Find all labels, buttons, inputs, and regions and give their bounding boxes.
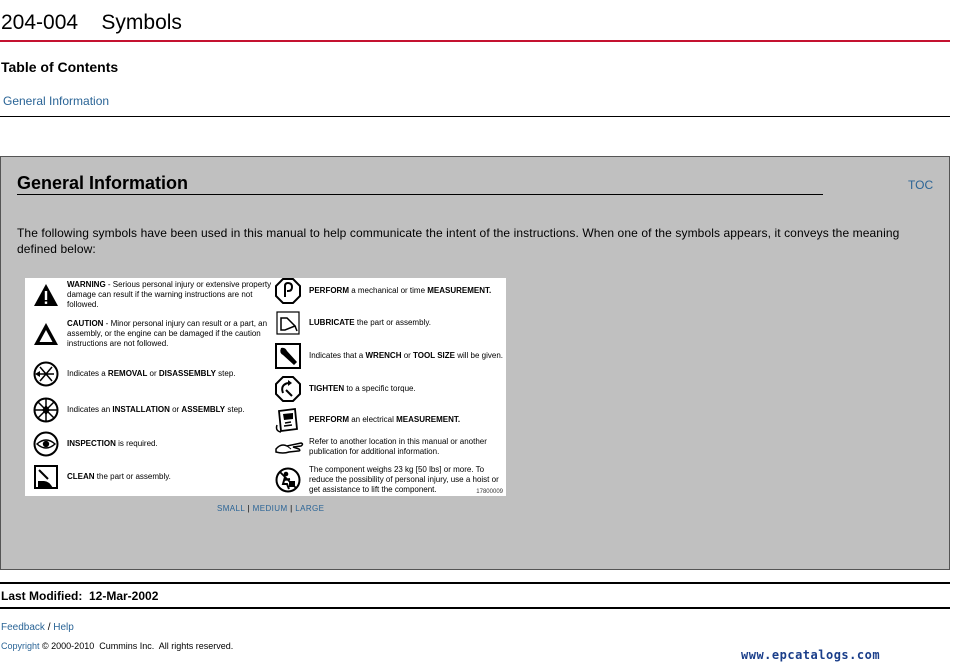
heavy-lift-icon bbox=[275, 467, 301, 493]
toc-link-general-information[interactable]: General Information bbox=[3, 94, 110, 108]
symbol-tighten bbox=[275, 376, 506, 402]
symbol-tighten-text: TIGHTEN to a specific torque. bbox=[309, 384, 416, 393]
link-separator: / bbox=[44, 622, 54, 633]
symbol-clean bbox=[33, 464, 273, 490]
caution-triangle-icon bbox=[33, 321, 59, 347]
symbol-reference-text: Refer to another location in this manual or another publication for additional information. bbox=[309, 437, 487, 456]
warning-triangle-icon bbox=[33, 282, 59, 308]
symbol-inspection bbox=[33, 431, 273, 457]
symbol-wrench bbox=[275, 343, 506, 369]
page-title: 204-004 Symbols bbox=[1, 11, 182, 34]
symbol-caution-text: CAUTION - Minor personal injury can result or a part, an assembly, or the engine can be damaged if the caution instructions are not followed. bbox=[67, 319, 268, 348]
symbol-removal bbox=[33, 361, 273, 387]
wrench-icon bbox=[275, 343, 301, 369]
symbol-installation-text: Indicates an INSTALLATION or ASSEMBLY step. bbox=[67, 405, 245, 414]
lubricate-oilcan-icon bbox=[275, 310, 301, 336]
symbol-inspection-text: INSPECTION is required. bbox=[67, 439, 158, 448]
symbol-heavy bbox=[275, 465, 506, 495]
symbol-caution bbox=[33, 319, 273, 349]
help-link[interactable]: Help bbox=[53, 622, 74, 633]
last-modified-date: 12-Mar-2002 bbox=[89, 589, 159, 603]
clean-icon bbox=[33, 464, 59, 490]
section-title: General Information bbox=[17, 174, 823, 195]
removal-icon bbox=[33, 361, 59, 387]
symbol-heavy-text: The component weighs 23 kg [50 lbs] or more. To reduce the possibility of personal injury, use a hoist or get assistance to lift the component. bbox=[309, 465, 499, 494]
symbol-removal-text: Indicates a REMOVAL or DISASSEMBLY step. bbox=[67, 369, 236, 378]
symbol-measurement bbox=[275, 278, 506, 304]
installation-icon bbox=[33, 397, 59, 423]
copyright bbox=[1, 641, 233, 652]
symbol-measurement-text: PERFORM a mechanical or time MEASUREMENT. bbox=[309, 286, 492, 295]
watermark: www.epcatalogs.com bbox=[741, 648, 881, 662]
torque-icon bbox=[275, 376, 301, 402]
divider bbox=[0, 607, 950, 609]
size-separator: | bbox=[244, 504, 253, 513]
size-large-link[interactable]: LARGE bbox=[295, 504, 325, 513]
symbol-installation bbox=[33, 397, 273, 423]
figure-code: 17800009 bbox=[476, 489, 503, 495]
page-header bbox=[0, 0, 950, 42]
divider bbox=[0, 116, 950, 117]
inspection-eye-icon bbox=[33, 431, 59, 457]
size-separator: | bbox=[287, 504, 296, 513]
symbol-clean-text: CLEAN the part or assembly. bbox=[67, 472, 171, 481]
copyright-link[interactable]: Copyright bbox=[1, 641, 40, 651]
measurement-caliper-icon bbox=[275, 278, 301, 304]
reference-hand-icon bbox=[275, 437, 305, 457]
symbol-reference bbox=[275, 437, 506, 457]
symbol-warning bbox=[33, 280, 273, 310]
symbol-lubricate-text: LUBRICATE the part or assembly. bbox=[309, 318, 431, 327]
last-modified bbox=[1, 589, 158, 603]
toc-heading: Table of Contents bbox=[1, 59, 119, 75]
feedback-link[interactable]: Feedback bbox=[1, 622, 45, 633]
divider bbox=[0, 582, 950, 584]
electrical-meter-icon bbox=[275, 407, 301, 433]
toc-back-link[interactable]: TOC bbox=[908, 178, 934, 192]
symbol-electrical bbox=[275, 407, 506, 433]
symbol-warning-text: WARNING - Serious personal injury or extensive property damage can result if the warning instructions are not followed. bbox=[67, 280, 272, 309]
symbol-lubricate bbox=[275, 310, 506, 336]
symbol-electrical-text: PERFORM an electrical MEASUREMENT. bbox=[309, 415, 461, 424]
last-modified-label: Last Modified: bbox=[1, 589, 83, 603]
symbols-figure bbox=[25, 278, 506, 496]
size-medium-link[interactable]: MEDIUM bbox=[252, 504, 288, 513]
symbol-wrench-text: Indicates that a WRENCH or TOOL SIZE will be given. bbox=[309, 351, 504, 360]
feedback-links bbox=[1, 622, 74, 634]
image-size-links bbox=[217, 504, 324, 513]
content-panel bbox=[0, 156, 950, 570]
size-small-link[interactable]: SMALL bbox=[217, 504, 245, 513]
copyright-text: © 2000-2010 Cummins Inc. All rights reserved. bbox=[39, 641, 234, 651]
intro-paragraph: The following symbols have been used in this manual to help communicate the intent of the instructions. When one of the symbols appears, it conveys the meaning defined below: bbox=[17, 226, 900, 256]
